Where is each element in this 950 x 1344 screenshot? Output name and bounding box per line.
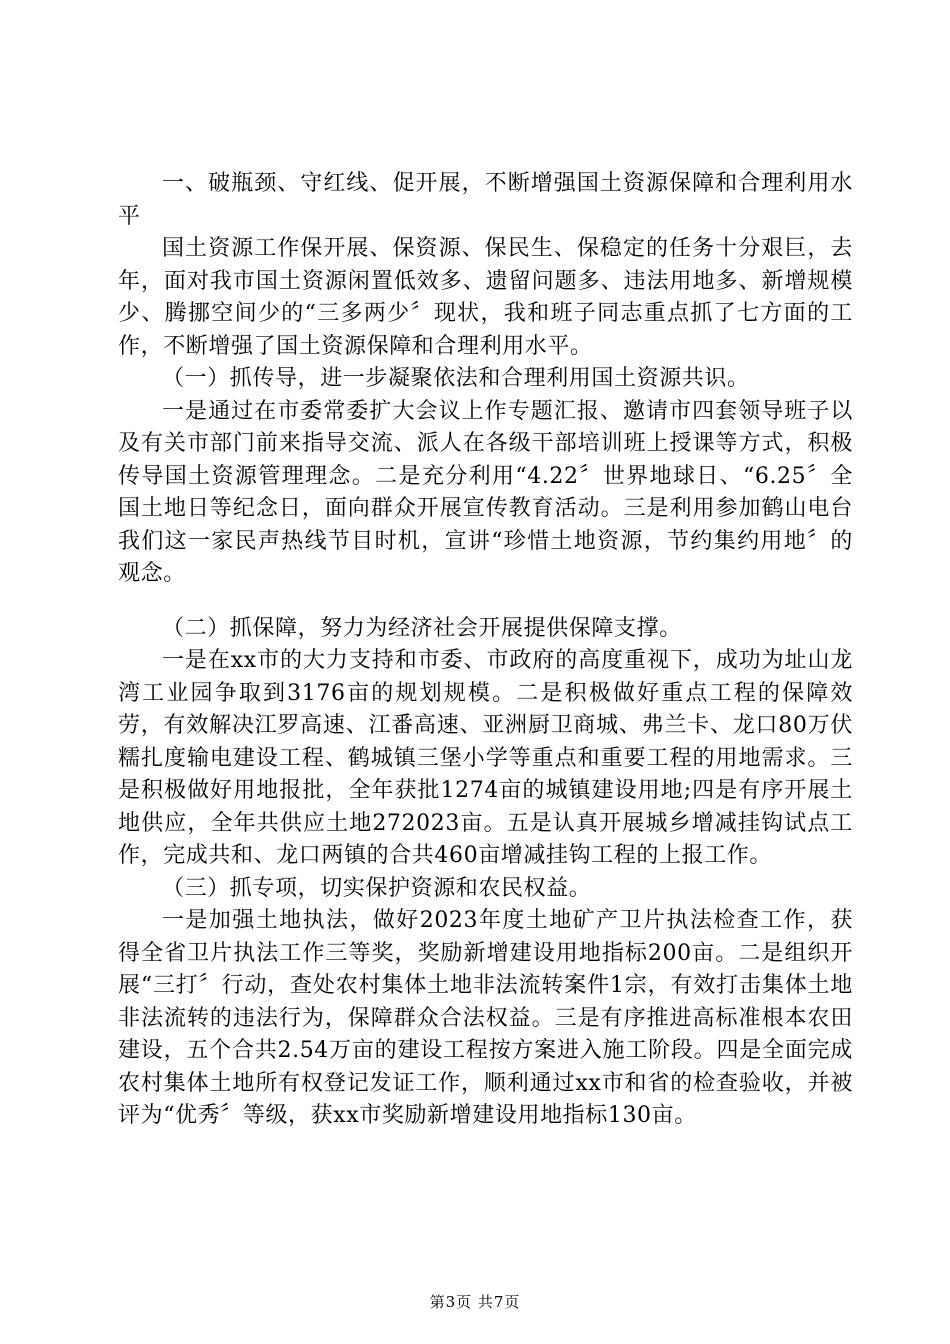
body-paragraph: 一是加强土地执法，做好2023年度土地矿产卫片执法检查工作，获得全省卫片执法工作三等奖，奖励新增建设用地指标200亩。二是组织开展“三打〞行动，查处农村集体土地非法流转案件1宗，有效打击集体土地非法流转的违法行为，保障群众合法权益。三是有序推进高标准根本农田建设，五个合共2.54万亩的建设工程按方案进入施工阶段。四是全面完成农村集体土地所有权登记发证工作，顺利通过xx市和省的检查验收，并被评为“优秀〞等级，获xx市奖励新增建设用地指标130亩。 — [118, 908, 853, 1128]
page-footer: 第3页 共7页 — [429, 1293, 521, 1311]
document-body — [118, 168, 853, 1133]
section-heading: 一、破瓶颈、守红线、促开展，不断增强国土资源保障和合理利用水平 — [118, 171, 853, 229]
subsection-heading: （三）抓专项，切实保护资源和农民权益。 — [162, 875, 592, 901]
body-paragraph: 一是在xx市的大力支持和市委、市政府的高度重视下，成功为址山龙湾工业园争取到3176亩的规划规模。二是积极做好重点工程的保障效劳，有效解决江罗高速、江番高速、亚洲厨卫商城、弗兰卡、龙口80万伏糯扎度输电建设工程、鹤城镇三堡小学等重点和重要工程的用地需求。三是积极做好用地报批，全年获批1274亩的城镇建设用地;四是有序开展土地供应，全年共供应土地272023亩。五是认真开展城乡增减挂钩试点工作，完成共和、龙口两镇的合共460亩增减挂钩工程的上报工作。 — [118, 648, 853, 868]
subsection-heading: （一）抓传导，进一步凝聚依法和合理利用国土资源共识。 — [162, 366, 750, 391]
body-paragraph: 国土资源工作保开展、保资源、保民生、保稳定的任务十分艰巨，去年，面对我市国土资源闲置低效多、遗留问题多、违法用地多、新增规模少、腾挪空间少的“三多两少〞现状，我和班子同志重点抓了七方面的工作，不断增强了国土资源保障和合理利用水平。 — [118, 236, 853, 359]
subsection-heading: （二）抓保障，努力为经济社会开展提供保障支撑。 — [162, 615, 682, 641]
body-paragraph: 一是通过在市委常委扩大会议上作专题汇报、邀请市四套领导班子以及有关市部门前来指导交流、派人在各级干部培训班上授课等方式，积极传导国土资源管理理念。二是充分利用“4.22〞世界地球日、“6.25〞全国土地日等纪念日，面向群众开展宣传教育活动。三是利用参加鹤山电台我们这一家民声热线节目时机，宣讲“珍惜土地资源，节约集约用地〞的观念。 — [118, 398, 853, 586]
